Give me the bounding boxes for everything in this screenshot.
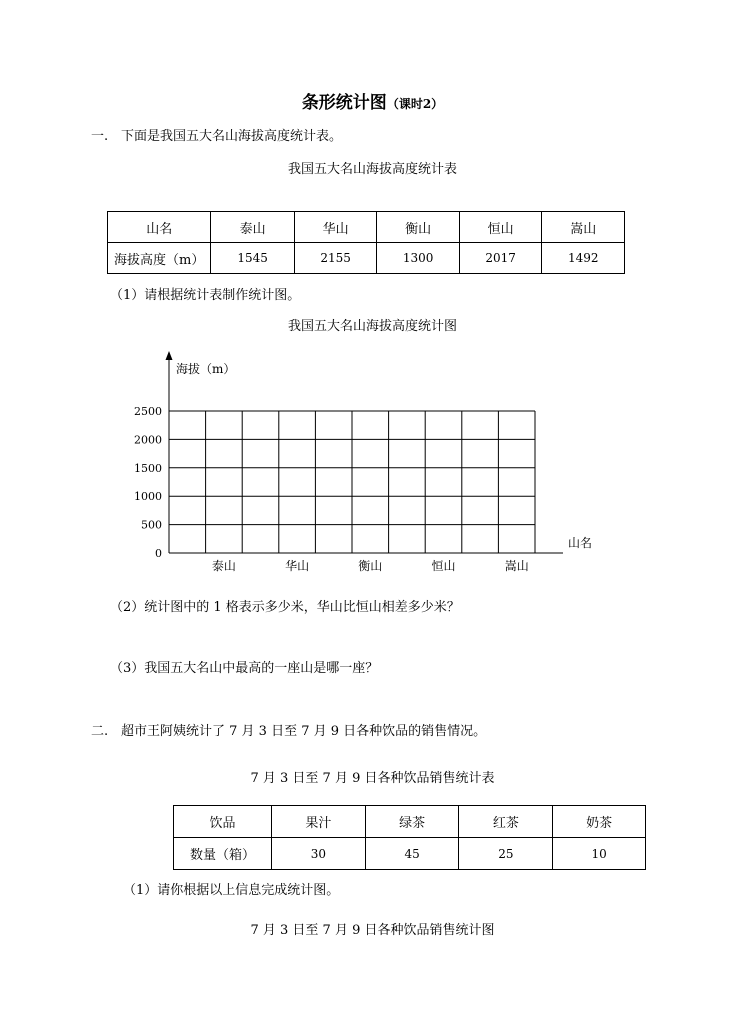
table-cell: 1492 xyxy=(542,243,625,274)
section1-table-title: 我国五大名山海拔高度统计表 xyxy=(287,162,457,177)
section1-chart-title: 我国五大名山海拔高度统计图 xyxy=(287,319,457,334)
page-title: 条形统计图（课时2） xyxy=(301,93,444,113)
y-tick-label: 1500 xyxy=(134,461,162,475)
table-cell: 绿茶 xyxy=(365,806,459,838)
section1-prompt: 下面是我国五大名山海拔高度统计表。 xyxy=(121,129,343,144)
x-category-label: 衡山 xyxy=(358,559,383,573)
table-cell: 45 xyxy=(365,838,459,870)
section1-number: 一. xyxy=(91,129,109,144)
section2-chart-title: 7 月 3 日至 7 月 9 日各种饮品销售统计图 xyxy=(250,923,495,938)
table-cell: 25 xyxy=(459,838,553,870)
chart-x-categories xyxy=(212,558,529,573)
table-row xyxy=(174,838,646,870)
chart-grid xyxy=(169,411,535,553)
x-category-label: 嵩山 xyxy=(504,559,529,573)
mountain-table xyxy=(107,211,625,274)
table-cell: 数量（箱） xyxy=(174,838,272,870)
x-category-label: 华山 xyxy=(285,559,310,573)
y-tick-label: 0 xyxy=(155,547,162,560)
chart-y-axis-label: 海拔（m） xyxy=(176,362,236,376)
drinks-table xyxy=(173,805,646,870)
table-cell: 饮品 xyxy=(174,806,272,838)
table-cell: 奶茶 xyxy=(553,806,646,838)
y-tick-label: 1000 xyxy=(134,490,162,504)
table-cell: 恒山 xyxy=(459,212,542,243)
x-category-label: 泰山 xyxy=(211,559,236,573)
table-cell: 泰山 xyxy=(211,212,295,243)
table-cell: 华山 xyxy=(294,212,377,243)
table-cell: 果汁 xyxy=(272,806,366,838)
section1-q2: （2）统计图中的 1 格表示多少米，华山比恒山相差多少米？ xyxy=(110,600,460,615)
chart-axes xyxy=(166,351,564,553)
table-cell: 1545 xyxy=(211,243,295,274)
section2-prompt: 超市王阿姨统计了 7 月 3 日至 7 月 9 日各种饮品的销售情况。 xyxy=(121,724,487,739)
chart-x-axis-label: 山名 xyxy=(568,536,593,550)
table-header-row xyxy=(108,212,625,243)
table-row xyxy=(108,243,625,274)
table-cell: 1300 xyxy=(377,243,460,274)
table-cell: 红茶 xyxy=(459,806,553,838)
table-cell: 嵩山 xyxy=(542,212,625,243)
mountain-bar-chart xyxy=(0,340,745,585)
table-header-row xyxy=(174,806,646,838)
table-cell: 2155 xyxy=(294,243,377,274)
x-category-label: 恒山 xyxy=(431,559,456,573)
table-cell: 2017 xyxy=(459,243,542,274)
table-cell: 10 xyxy=(553,838,646,870)
section2-q1: （1）请你根据以上信息完成统计图。 xyxy=(123,883,340,898)
section2-number: 二. xyxy=(91,724,109,739)
y-tick-label: 2500 xyxy=(134,405,162,418)
y-axis-arrow xyxy=(166,351,173,360)
table-cell: 30 xyxy=(272,838,366,870)
table-cell: 山名 xyxy=(108,212,211,243)
section2-table-title: 7 月 3 日至 7 月 9 日各种饮品销售统计表 xyxy=(250,771,495,786)
y-tick-label: 500 xyxy=(141,518,162,532)
y-tick-label: 2000 xyxy=(134,433,162,447)
section1-q3: （3）我国五大名山中最高的一座山是哪一座？ xyxy=(110,661,379,676)
table-cell: 衡山 xyxy=(377,212,460,243)
table-cell: 海拔高度（m） xyxy=(108,243,211,274)
chart-y-ticks xyxy=(134,405,162,560)
section1-q1: （1）请根据统计表制作统计图。 xyxy=(110,288,301,303)
